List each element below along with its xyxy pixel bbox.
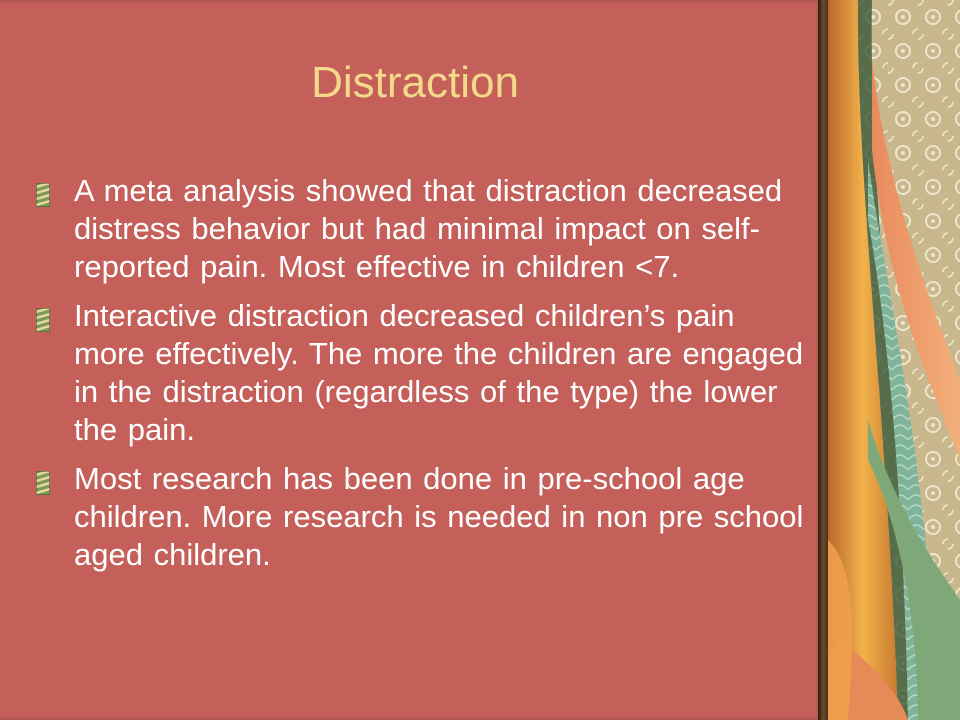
bullet-item — [36, 172, 806, 286]
striped-bullet-icon — [36, 183, 50, 207]
bullet-text: Interactive distraction decreased children’s pain more effectively. The more the children are engaged in the distraction (regardless of the type) the lower the pain. — [74, 298, 804, 447]
striped-bullet-icon — [36, 471, 50, 495]
bullet-text: Most research has been done in pre-school age children. More research is needed in non pre school aged children. — [74, 461, 804, 572]
bullet-item — [36, 460, 806, 574]
decorative-border-image — [828, 0, 960, 720]
bullet-list — [36, 172, 806, 585]
bullet-item — [36, 297, 806, 449]
bullet-text: A meta analysis showed that distraction decreased distress behavior but had minimal impact on self-reported pain. Most effective in children <7. — [74, 173, 783, 284]
slide-title: Distraction — [311, 58, 519, 107]
striped-bullet-icon — [36, 308, 50, 332]
